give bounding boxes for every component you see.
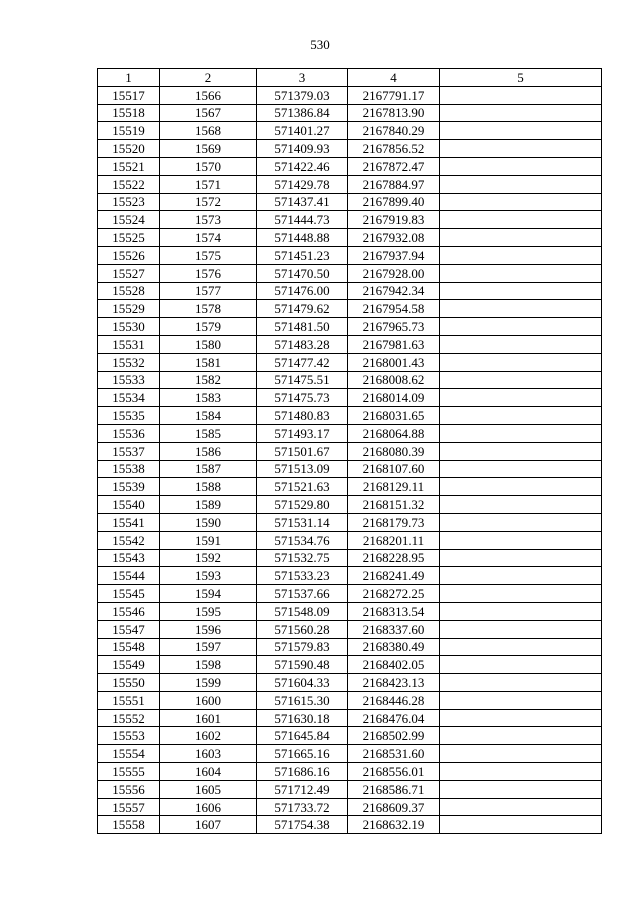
table-cell-col-5: [440, 246, 602, 264]
table-cell-col-1: 15545: [98, 585, 160, 603]
table-cell-col-5: [440, 442, 602, 460]
table-cell-col-5: [440, 371, 602, 389]
table-cell-col-1: 15519: [98, 122, 160, 140]
table-cell-col-4: 2168446.28: [348, 691, 440, 709]
table-cell-col-5: [440, 193, 602, 211]
table-row: [98, 104, 602, 122]
table-row: [98, 585, 602, 603]
table-cell-col-4: 2168502.99: [348, 727, 440, 745]
table-row: [98, 656, 602, 674]
table-cell-col-4: 2168080.39: [348, 442, 440, 460]
table-cell-col-4: 2168556.01: [348, 763, 440, 781]
table-cell-col-1: 15528: [98, 282, 160, 300]
table-cell-col-4: 2168031.65: [348, 407, 440, 425]
table-cell-col-1: 15517: [98, 86, 160, 104]
table-cell-col-5: [440, 175, 602, 193]
table-cell-col-1: 15533: [98, 371, 160, 389]
table-cell-col-4: 2168476.04: [348, 709, 440, 727]
table-cell-col-4: 2168107.60: [348, 460, 440, 478]
table-cell-col-4: 2168064.88: [348, 424, 440, 442]
column-header-3: 3: [257, 69, 348, 87]
table-cell-col-4: 2168380.49: [348, 638, 440, 656]
table-cell-col-4: 2168313.54: [348, 602, 440, 620]
table-cell-col-4: 2168179.73: [348, 513, 440, 531]
table-row: [98, 389, 602, 407]
table-cell-col-4: 2167954.58: [348, 300, 440, 318]
table-cell-col-2: 1577: [160, 282, 257, 300]
table-cell-col-3: 571476.00: [257, 282, 348, 300]
table-cell-col-1: 15521: [98, 157, 160, 175]
table-cell-col-3: 571409.93: [257, 140, 348, 158]
table-cell-col-4: 2168001.43: [348, 353, 440, 371]
table-cell-col-2: 1589: [160, 496, 257, 514]
table-cell-col-1: 15548: [98, 638, 160, 656]
table-row: [98, 745, 602, 763]
table-cell-col-3: 571548.09: [257, 602, 348, 620]
table-cell-col-5: [440, 104, 602, 122]
table-row: [98, 264, 602, 282]
table-cell-col-4: 2167965.73: [348, 318, 440, 336]
table-cell-col-5: [440, 513, 602, 531]
table-cell-col-3: 571444.73: [257, 211, 348, 229]
table-row: [98, 424, 602, 442]
table-cell-col-5: [440, 585, 602, 603]
table-cell-col-2: 1601: [160, 709, 257, 727]
table-cell-col-1: 15538: [98, 460, 160, 478]
table-cell-col-3: 571537.66: [257, 585, 348, 603]
table-cell-col-5: [440, 709, 602, 727]
table-cell-col-5: [440, 140, 602, 158]
table-cell-col-4: 2168337.60: [348, 620, 440, 638]
table-cell-col-3: 571422.46: [257, 157, 348, 175]
table-cell-col-2: 1573: [160, 211, 257, 229]
table-row: [98, 478, 602, 496]
table-cell-col-5: [440, 816, 602, 834]
table-cell-col-1: 15543: [98, 549, 160, 567]
table-row: [98, 157, 602, 175]
table-cell-col-4: 2167919.83: [348, 211, 440, 229]
table-cell-col-3: 571532.75: [257, 549, 348, 567]
table-cell-col-5: [440, 691, 602, 709]
table-row: [98, 816, 602, 834]
coordinates-table: [97, 68, 602, 834]
table-cell-col-4: 2168008.62: [348, 371, 440, 389]
table-cell-col-1: 15522: [98, 175, 160, 193]
table-cell-col-4: 2167856.52: [348, 140, 440, 158]
table-row: [98, 282, 602, 300]
table-cell-col-2: 1607: [160, 816, 257, 834]
table-cell-col-2: 1579: [160, 318, 257, 336]
table-cell-col-3: 571481.50: [257, 318, 348, 336]
table-cell-col-3: 571604.33: [257, 674, 348, 692]
table-cell-col-2: 1566: [160, 86, 257, 104]
column-header-5: 5: [440, 69, 602, 87]
table-cell-col-2: 1578: [160, 300, 257, 318]
table-row: [98, 691, 602, 709]
table-row: [98, 300, 602, 318]
table-cell-col-3: 571712.49: [257, 780, 348, 798]
table-cell-col-5: [440, 656, 602, 674]
table-cell-col-3: 571401.27: [257, 122, 348, 140]
table-cell-col-4: 2168151.32: [348, 496, 440, 514]
table-cell-col-5: [440, 798, 602, 816]
table-cell-col-2: 1581: [160, 353, 257, 371]
table-cell-col-1: 15556: [98, 780, 160, 798]
table-cell-col-5: [440, 157, 602, 175]
table-cell-col-4: 2168632.19: [348, 816, 440, 834]
table-cell-col-3: 571645.84: [257, 727, 348, 745]
table-cell-col-2: 1599: [160, 674, 257, 692]
table-cell-col-2: 1582: [160, 371, 257, 389]
table-cell-col-1: 15550: [98, 674, 160, 692]
table-cell-col-5: [440, 638, 602, 656]
table-cell-col-3: 571475.51: [257, 371, 348, 389]
table-row: [98, 531, 602, 549]
table-cell-col-5: [440, 407, 602, 425]
table-cell-col-1: 15529: [98, 300, 160, 318]
table-cell-col-1: 15547: [98, 620, 160, 638]
table-cell-col-3: 571665.16: [257, 745, 348, 763]
table-row: [98, 638, 602, 656]
table-cell-col-4: 2167928.00: [348, 264, 440, 282]
table-cell-col-5: [440, 674, 602, 692]
table-cell-col-3: 571686.16: [257, 763, 348, 781]
table-row: [98, 353, 602, 371]
table-cell-col-2: 1583: [160, 389, 257, 407]
table-cell-col-4: 2167899.40: [348, 193, 440, 211]
table-cell-col-1: 15557: [98, 798, 160, 816]
table-cell-col-3: 571437.41: [257, 193, 348, 211]
table-cell-col-4: 2168228.95: [348, 549, 440, 567]
table-cell-col-4: 2167942.34: [348, 282, 440, 300]
table-cell-col-1: 15525: [98, 229, 160, 247]
table-cell-col-4: 2167872.47: [348, 157, 440, 175]
table-cell-col-3: 571451.23: [257, 246, 348, 264]
table-cell-col-1: 15555: [98, 763, 160, 781]
table-cell-col-5: [440, 86, 602, 104]
table-cell-col-1: 15531: [98, 335, 160, 353]
table-cell-col-5: [440, 122, 602, 140]
table-row: [98, 86, 602, 104]
table-cell-col-2: 1591: [160, 531, 257, 549]
table-cell-col-4: 2167937.94: [348, 246, 440, 264]
table-cell-col-1: 15524: [98, 211, 160, 229]
table-cell-col-3: 571531.14: [257, 513, 348, 531]
table-cell-col-2: 1571: [160, 175, 257, 193]
table-cell-col-3: 571534.76: [257, 531, 348, 549]
column-header-2: 2: [160, 69, 257, 87]
table-cell-col-2: 1587: [160, 460, 257, 478]
table-cell-col-2: 1594: [160, 585, 257, 603]
table-cell-col-1: 15539: [98, 478, 160, 496]
table-cell-col-1: 15546: [98, 602, 160, 620]
table-cell-col-1: 15542: [98, 531, 160, 549]
table-cell-col-5: [440, 620, 602, 638]
table-cell-col-1: 15554: [98, 745, 160, 763]
table-cell-col-2: 1596: [160, 620, 257, 638]
table-row: [98, 193, 602, 211]
table-cell-col-4: 2167932.08: [348, 229, 440, 247]
table-cell-col-4: 2168531.60: [348, 745, 440, 763]
table-cell-col-2: 1568: [160, 122, 257, 140]
table-cell-col-3: 571579.83: [257, 638, 348, 656]
table-cell-col-1: 15518: [98, 104, 160, 122]
table-cell-col-3: 571386.84: [257, 104, 348, 122]
table-cell-col-3: 571493.17: [257, 424, 348, 442]
table-cell-col-3: 571560.28: [257, 620, 348, 638]
table-cell-col-5: [440, 282, 602, 300]
table-cell-col-5: [440, 318, 602, 336]
table-cell-col-5: [440, 763, 602, 781]
table-cell-col-5: [440, 389, 602, 407]
table-cell-col-4: 2167791.17: [348, 86, 440, 104]
table-cell-col-1: 15536: [98, 424, 160, 442]
table-row: [98, 211, 602, 229]
table-cell-col-2: 1575: [160, 246, 257, 264]
table-cell-col-2: 1574: [160, 229, 257, 247]
table-row: [98, 442, 602, 460]
table-cell-col-3: 571630.18: [257, 709, 348, 727]
table-cell-col-4: 2168129.11: [348, 478, 440, 496]
table-row: [98, 567, 602, 585]
table-cell-col-2: 1598: [160, 656, 257, 674]
table-cell-col-2: 1585: [160, 424, 257, 442]
table-row: [98, 122, 602, 140]
table-cell-col-2: 1597: [160, 638, 257, 656]
table-cell-col-5: [440, 780, 602, 798]
table-row: [98, 229, 602, 247]
table-cell-col-4: 2168201.11: [348, 531, 440, 549]
table-cell-col-1: 15558: [98, 816, 160, 834]
table-cell-col-2: 1569: [160, 140, 257, 158]
table-cell-col-4: 2168241.49: [348, 567, 440, 585]
table-row: [98, 780, 602, 798]
table-cell-col-2: 1572: [160, 193, 257, 211]
table-cell-col-3: 571479.62: [257, 300, 348, 318]
table-cell-col-3: 571477.42: [257, 353, 348, 371]
table-row: [98, 371, 602, 389]
table-cell-col-2: 1588: [160, 478, 257, 496]
table-row: [98, 318, 602, 336]
table-cell-col-5: [440, 496, 602, 514]
table-cell-col-4: 2168423.13: [348, 674, 440, 692]
table-cell-col-2: 1603: [160, 745, 257, 763]
table-body: [98, 86, 602, 833]
table-row: [98, 513, 602, 531]
table-cell-col-5: [440, 424, 602, 442]
table-cell-col-2: 1605: [160, 780, 257, 798]
table-cell-col-1: 15523: [98, 193, 160, 211]
table-cell-col-3: 571475.73: [257, 389, 348, 407]
table-row: [98, 246, 602, 264]
table-cell-col-1: 15530: [98, 318, 160, 336]
table-cell-col-3: 571379.03: [257, 86, 348, 104]
table-row: [98, 798, 602, 816]
column-header-4: 4: [348, 69, 440, 87]
table-cell-col-2: 1570: [160, 157, 257, 175]
table-cell-col-2: 1592: [160, 549, 257, 567]
table-row: [98, 496, 602, 514]
table-cell-col-1: 15544: [98, 567, 160, 585]
table-cell-col-3: 571754.38: [257, 816, 348, 834]
table-row: [98, 335, 602, 353]
table-cell-col-5: [440, 549, 602, 567]
table-cell-col-3: 571615.30: [257, 691, 348, 709]
table-cell-col-2: 1595: [160, 602, 257, 620]
table-cell-col-3: 571480.83: [257, 407, 348, 425]
table-cell-col-5: [440, 745, 602, 763]
table-cell-col-5: [440, 335, 602, 353]
table-cell-col-1: 15526: [98, 246, 160, 264]
table-cell-col-3: 571521.63: [257, 478, 348, 496]
table-cell-col-1: 15552: [98, 709, 160, 727]
table-cell-col-3: 571429.78: [257, 175, 348, 193]
table-cell-col-2: 1600: [160, 691, 257, 709]
table-cell-col-5: [440, 353, 602, 371]
table-cell-col-2: 1580: [160, 335, 257, 353]
table-cell-col-1: 15537: [98, 442, 160, 460]
table-cell-col-5: [440, 567, 602, 585]
table-cell-col-2: 1584: [160, 407, 257, 425]
table-cell-col-3: 571448.88: [257, 229, 348, 247]
page-number: 530: [310, 37, 330, 52]
header-row: [98, 69, 602, 87]
table-cell-col-2: 1604: [160, 763, 257, 781]
table-cell-col-3: 571590.48: [257, 656, 348, 674]
table-row: [98, 709, 602, 727]
table-row: [98, 620, 602, 638]
table-cell-col-4: 2167813.90: [348, 104, 440, 122]
table-cell-col-3: 571483.28: [257, 335, 348, 353]
table-row: [98, 407, 602, 425]
table-cell-col-1: 15532: [98, 353, 160, 371]
table-cell-col-3: 571470.50: [257, 264, 348, 282]
table-cell-col-4: 2168609.37: [348, 798, 440, 816]
table-cell-col-2: 1590: [160, 513, 257, 531]
table-cell-col-5: [440, 211, 602, 229]
table-cell-col-4: 2167981.63: [348, 335, 440, 353]
table-cell-col-5: [440, 478, 602, 496]
table-cell-col-2: 1593: [160, 567, 257, 585]
table-row: [98, 175, 602, 193]
table-cell-col-2: 1576: [160, 264, 257, 282]
table-cell-col-1: 15541: [98, 513, 160, 531]
table-cell-col-1: 15535: [98, 407, 160, 425]
table-cell-col-4: 2168586.71: [348, 780, 440, 798]
table-cell-col-3: 571529.80: [257, 496, 348, 514]
table-cell-col-3: 571513.09: [257, 460, 348, 478]
table-cell-col-1: 15527: [98, 264, 160, 282]
table-row: [98, 727, 602, 745]
table-cell-col-1: 15534: [98, 389, 160, 407]
table-cell-col-1: 15520: [98, 140, 160, 158]
table-cell-col-1: 15549: [98, 656, 160, 674]
table-cell-col-5: [440, 460, 602, 478]
table-cell-col-2: 1567: [160, 104, 257, 122]
table-cell-col-4: 2168402.05: [348, 656, 440, 674]
table-cell-col-5: [440, 602, 602, 620]
table-row: [98, 763, 602, 781]
table-cell-col-5: [440, 229, 602, 247]
table-row: [98, 140, 602, 158]
table-cell-col-5: [440, 727, 602, 745]
table-cell-col-1: 15551: [98, 691, 160, 709]
table-cell-col-4: 2168272.25: [348, 585, 440, 603]
table-cell-col-4: 2168014.09: [348, 389, 440, 407]
table-row: [98, 674, 602, 692]
table-cell-col-4: 2167884.97: [348, 175, 440, 193]
table-cell-col-1: 15540: [98, 496, 160, 514]
table-cell-col-5: [440, 264, 602, 282]
table-cell-col-4: 2167840.29: [348, 122, 440, 140]
table-cell-col-2: 1602: [160, 727, 257, 745]
table-row: [98, 460, 602, 478]
table-cell-col-2: 1586: [160, 442, 257, 460]
table-cell-col-3: 571733.72: [257, 798, 348, 816]
table-row: [98, 602, 602, 620]
table-cell-col-5: [440, 531, 602, 549]
table-cell-col-1: 15553: [98, 727, 160, 745]
table-cell-col-2: 1606: [160, 798, 257, 816]
table-cell-col-5: [440, 300, 602, 318]
table-row: [98, 549, 602, 567]
table-cell-col-3: 571533.23: [257, 567, 348, 585]
table-cell-col-3: 571501.67: [257, 442, 348, 460]
column-header-1: 1: [98, 69, 160, 87]
